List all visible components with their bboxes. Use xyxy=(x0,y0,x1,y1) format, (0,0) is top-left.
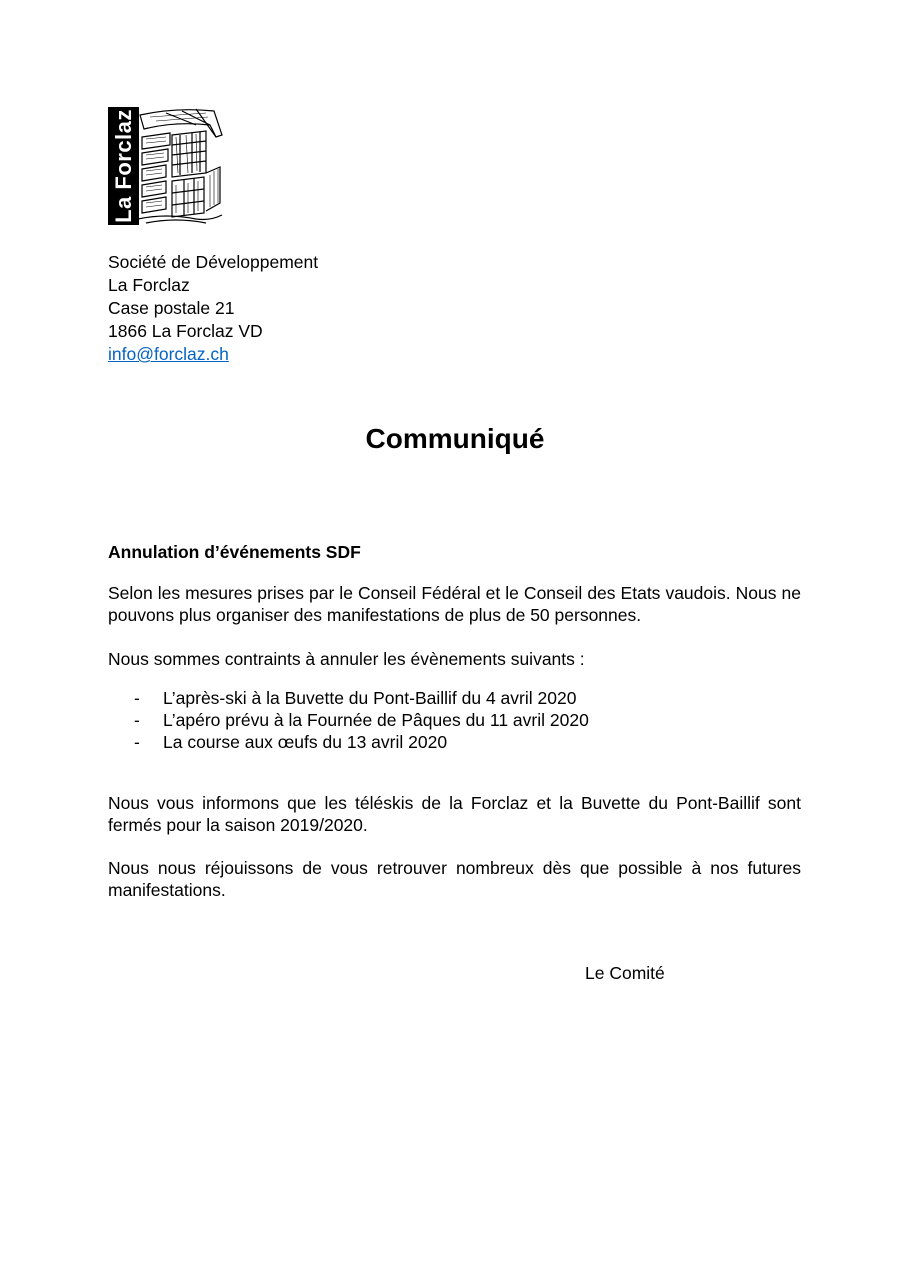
list-dash: - xyxy=(134,732,140,752)
signature: Le Comité xyxy=(585,963,665,983)
list-item xyxy=(134,709,589,731)
list-item-text: La course aux œufs du 13 avril 2020 xyxy=(163,732,448,752)
list-item xyxy=(134,731,589,753)
paragraph-closing: Nous nous réjouissons de vous retrouver nombreux dès que possible à nos futures manifestations. xyxy=(108,858,801,900)
list-dash: - xyxy=(134,688,140,708)
cancelled-events-list xyxy=(134,687,589,753)
email-link[interactable]: info@forclaz.ch xyxy=(108,344,229,364)
sender-address xyxy=(108,251,318,366)
logo-text: La Forclaz xyxy=(111,109,136,223)
paragraph-closures: Nous vous informons que les téléskis de la Forclaz et la Buvette du Pont-Baillif sont fermés pour la saison 2019/2020. xyxy=(108,793,801,835)
list-item-text: L’apéro prévu à la Fournée de Pâques du 11 avril 2020 xyxy=(163,710,589,730)
postal-city: 1866 La Forclaz VD xyxy=(108,321,263,341)
paragraph-intro-list: Nous sommes contraints à annuler les évènements suivants : xyxy=(108,649,585,669)
list-item-text: L’après-ski à la Buvette du Pont-Baillif du 4 avril 2020 xyxy=(163,688,577,708)
chalet-drawing-icon xyxy=(136,107,224,225)
page-title: Communiqué xyxy=(365,423,545,454)
sender-place: La Forclaz xyxy=(108,275,190,295)
organization-name: Société de Développement xyxy=(108,252,319,272)
la-forclaz-logo xyxy=(108,107,223,227)
logo-band xyxy=(108,107,139,225)
list-dash: - xyxy=(134,710,140,730)
paragraph-measures: Selon les mesures prises par le Conseil Fédéral et le Conseil des Etats vaudois. Nous ne pouvons plus organiser des manifestations de plus de 50 personnes. xyxy=(108,583,801,625)
po-box: Case postale 21 xyxy=(108,298,235,318)
subject-heading: Annulation d’événements SDF xyxy=(108,542,361,562)
list-item xyxy=(134,687,589,709)
